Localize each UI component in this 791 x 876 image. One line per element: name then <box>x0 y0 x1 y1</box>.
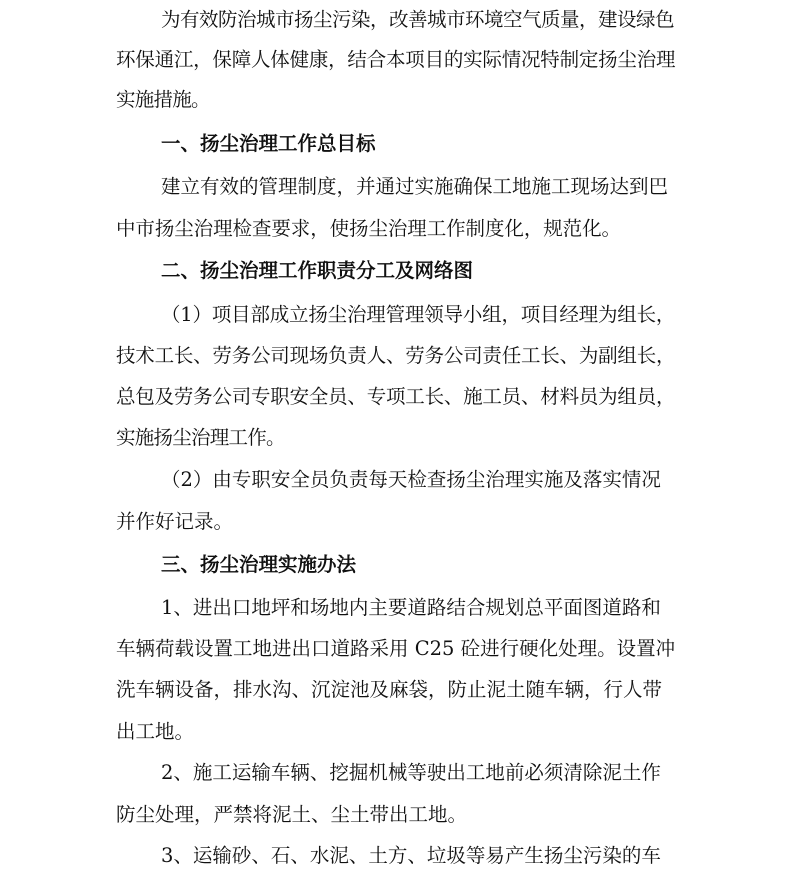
section-2-line-6: 并作好记录。 <box>116 510 234 533</box>
section-heading-1: 一、扬尘治理工作总目标 <box>161 132 376 155</box>
section-3-line-3: 洗车辆设备，排水沟、沉淀池及麻袋，防止泥土随车辆，行人带 <box>116 678 663 701</box>
section-3-line-6: 防尘处理，严禁将泥土、尘土带出工地。 <box>116 803 468 826</box>
paragraph-intro-line-1: 为有效防治城市扬尘污染，改善城市环境空气质量，建设绿色 <box>161 8 675 31</box>
section-2-line-5: （2）由专职安全员负责每天检查扬尘治理实施及落实情况 <box>161 468 661 491</box>
section-1-line-2: 中市扬尘治理检查要求，使扬尘治理工作制度化，规范化。 <box>116 217 621 240</box>
section-2-line-2: 技术工长、劳务公司现场负责人、劳务公司责任工长、为副组长， <box>116 344 676 367</box>
paragraph-intro-line-2: 环保通江，保障人体健康，结合本项目的实际情况特制定扬尘治理 <box>116 48 676 71</box>
paragraph-intro-line-3: 实施措施。 <box>116 88 210 111</box>
section-3-line-1: 1、进出口地坪和场地内主要道路结合规划总平面图道路和 <box>161 596 661 619</box>
section-heading-2: 二、扬尘治理工作职责分工及网络图 <box>161 259 474 282</box>
section-2-line-1: （1）项目部成立扬尘治理管理领导小组，项目经理为组长， <box>161 303 676 326</box>
section-3-line-7: 3、运输砂、石、水泥、土方、垃圾等易产生扬尘污染的车 <box>161 844 661 867</box>
section-3-line-5: 2、施工运输车辆、挖掘机械等驶出工地前必须清除泥土作 <box>161 761 661 784</box>
section-1-line-1: 建立有效的管理制度，并通过实施确保工地施工现场达到巴 <box>161 175 669 198</box>
section-2-line-4: 实施扬尘治理工作。 <box>116 426 285 449</box>
section-2-line-3: 总包及劳务公司专职安全员、专项工长、施工员、材料员为组员， <box>116 385 676 408</box>
section-heading-3: 三、扬尘治理实施办法 <box>161 553 357 576</box>
section-3-line-2: 车辆荷载设置工地进出口道路采用 C25 砼进行硬化处理。设置冲 <box>116 637 676 660</box>
section-3-line-4: 出工地。 <box>116 720 195 743</box>
